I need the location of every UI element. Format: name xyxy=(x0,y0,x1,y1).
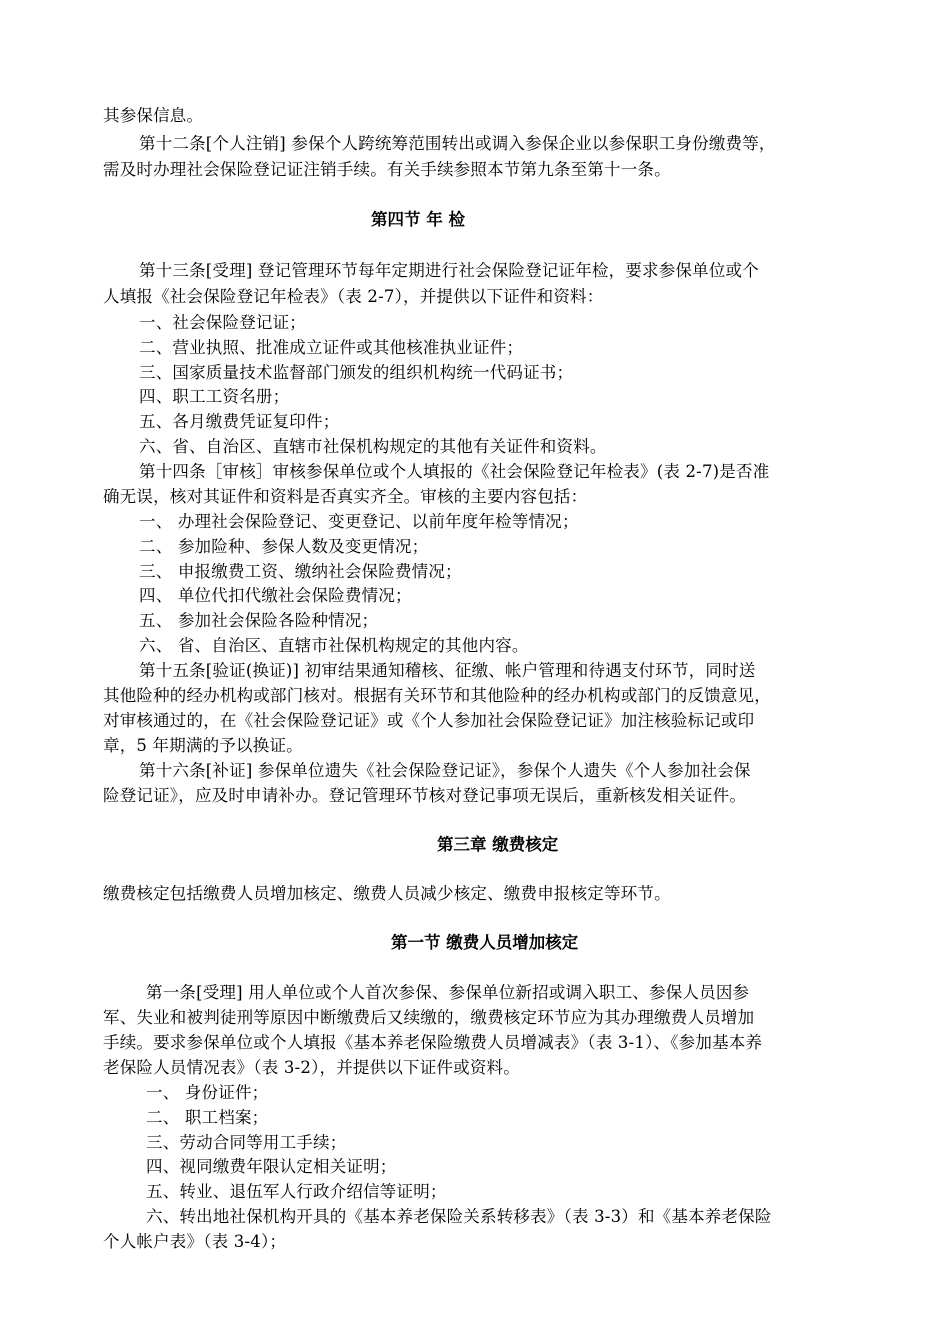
list-item: 五、转业、退伍军人行政介绍信等证明； xyxy=(146,1182,447,1201)
paragraph-line: 人填报《社会保险登记年检表》（表 2-7），并提供以下证件和资料： xyxy=(103,287,604,306)
paragraph-line: 其他险种的经办机构或部门核对。根据有关环节和其他险种的经办机构或部门的反馈意见， xyxy=(103,686,771,705)
paragraph-line: 第十五条[验证(换证)] 初审结果通知稽核、征缴、帐户管理和待遇支付环节，同时送 xyxy=(139,661,756,680)
list-item: 六、省、自治区、直辖市社保机构规定的其他有关证件和资料。 xyxy=(139,437,607,456)
list-item: 五、 参加社会保险各险种情况； xyxy=(139,611,379,630)
list-item: 六、 省、自治区、直辖市社保机构规定的其他内容。 xyxy=(139,636,529,655)
paragraph-line: 需及时办理社会保险登记证注销手续。有关手续参照本节第九条至第十一条。 xyxy=(103,160,671,179)
list-item: 四、 单位代扣代缴社会保险费情况； xyxy=(139,586,412,605)
paragraph-line: 章，5 年期满的予以换证。 xyxy=(103,736,303,755)
list-item: 六、转出地社保机构开具的《基本养老保险关系转移表》（表 3-3）和《基本养老保险 xyxy=(146,1207,772,1226)
list-item: 一、 身份证件； xyxy=(146,1083,269,1102)
paragraph-line: 第十三条[受理] 登记管理环节每年定期进行社会保险登记证年检，要求参保单位或个 xyxy=(139,261,759,280)
paragraph-line: 手续。要求参保单位或个人填报《基本养老保险缴费人员增减表》（表 3-1）、《参加基本养 xyxy=(103,1033,763,1052)
paragraph-line: 第一条[受理] 用人单位或个人首次参保、参保单位新招或调入职工、参保人员因参 xyxy=(146,983,750,1002)
paragraph-line: 险登记证》，应及时申请补办。登记管理环节核对登记事项无误后，重新核发相关证件。 xyxy=(103,786,747,805)
paragraph-line: 对审核通过的，在《社会保险登记证》或《个人参加社会保险登记证》加注核验标记或印 xyxy=(103,711,755,730)
list-item: 四、视同缴费年限认定相关证明； xyxy=(146,1157,397,1176)
list-item: 三、 申报缴费工资、缴纳社会保险费情况； xyxy=(139,562,462,581)
list-item: 三、劳动合同等用工手续； xyxy=(146,1133,347,1152)
list-item: 一、 办理社会保险登记、变更登记、以前年度年检等情况； xyxy=(139,512,579,531)
paragraph-line: 其参保信息。 xyxy=(103,106,204,125)
paragraph-line: 第十四条［审核］审核参保单位或个人填报的《社会保险登记年检表》(表 2-7)是否准 xyxy=(139,462,770,481)
paragraph-line: 个人帐户表》（表 3-4）； xyxy=(103,1232,287,1251)
paragraph-line: 确无误，核对其证件和资料是否真实齐全。审核的主要内容包括： xyxy=(103,487,588,506)
chapter-heading: 第三章 缴费核定 xyxy=(437,835,559,854)
list-item: 二、营业执照、批准成立证件或其他核准执业证件； xyxy=(139,338,524,357)
section-heading: 第一节 缴费人员增加核定 xyxy=(391,933,579,952)
list-item: 二、 职工档案； xyxy=(146,1108,269,1127)
list-item: 一、社会保险登记证； xyxy=(139,313,306,332)
paragraph-line: 老保险人员情况表》（表 3-2），并提供以下证件或资料。 xyxy=(103,1058,520,1077)
paragraph-line: 第十二条[个人注销] 参保个人跨统筹范围转出或调入参保企业以参保职工身份缴费等， xyxy=(139,134,776,153)
list-item: 五、各月缴费凭证复印件； xyxy=(139,412,340,431)
paragraph-line: 缴费核定包括缴费人员增加核定、缴费人员减少核定、缴费申报核定等环节。 xyxy=(103,884,671,903)
section-heading: 第四节 年 检 xyxy=(371,210,465,229)
paragraph-line: 军、失业和被判徒刑等原因中断缴费后又续缴的，缴费核定环节应为其办理缴费人员增加 xyxy=(103,1008,755,1027)
list-item: 四、职工工资名册； xyxy=(139,387,290,406)
list-item: 三、国家质量技术监督部门颁发的组织机构统一代码证书； xyxy=(139,363,574,382)
list-item: 二、 参加险种、参保人数及变更情况； xyxy=(139,537,429,556)
paragraph-line: 第十六条[补证] 参保单位遗失《社会保险登记证》，参保个人遗失《个人参加社会保 xyxy=(139,761,751,780)
